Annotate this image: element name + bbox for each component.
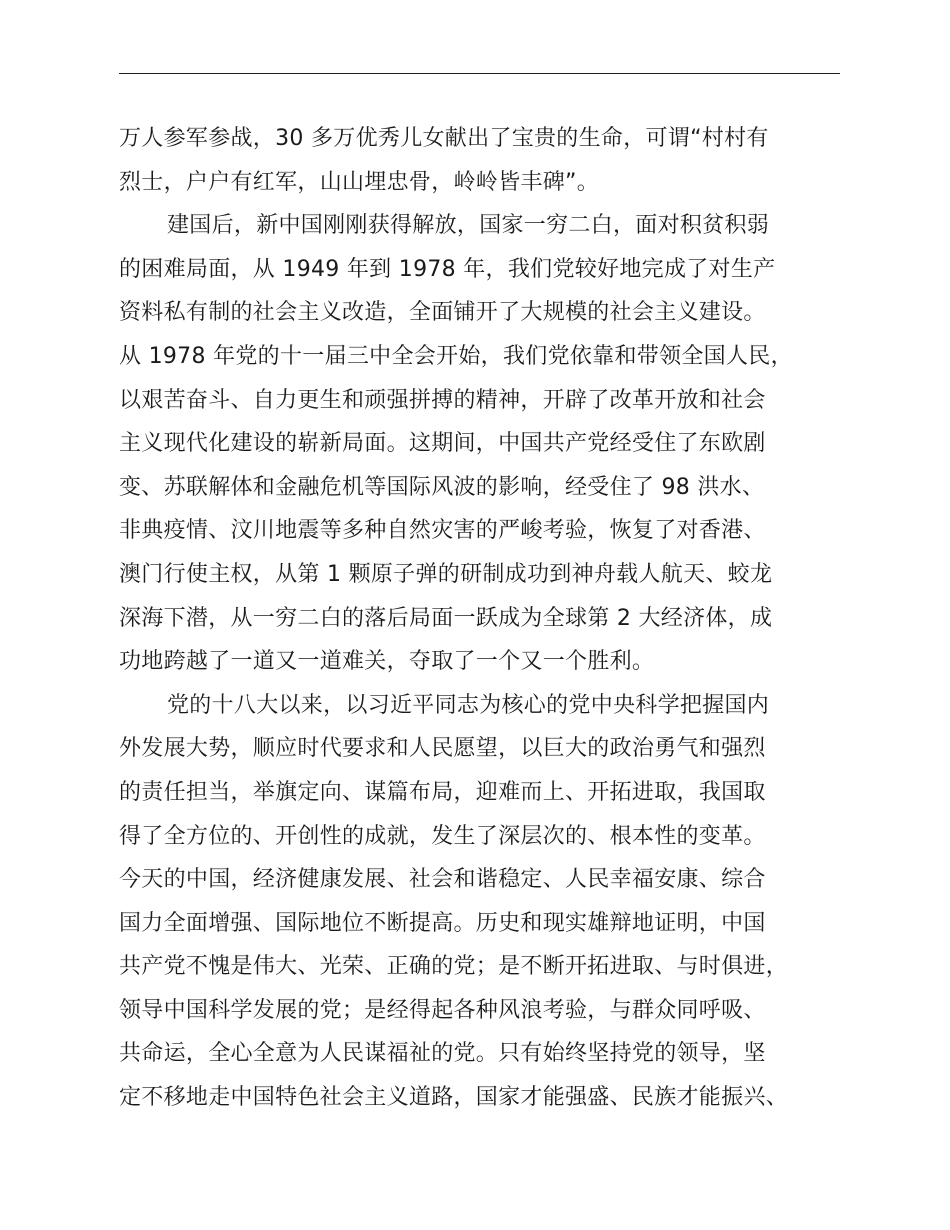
text-line: 的责任担当，举旗定向、谋篇布局，迎难而上、开拓进取，我国取 [119, 779, 766, 805]
paragraph-start-line: 党的十八大以来，以习近平同志为核心的党中央科学把握国内 [167, 692, 770, 718]
header-rule [119, 73, 840, 74]
text-line: 得了全方位的、开创性的成就，发生了深层次的、根本性的变革。 [119, 823, 766, 849]
text-line: 定不移地走中国特色社会主义道路，国家才能强盛、民族才能振兴、 [119, 1085, 789, 1111]
text-line: 共命运，全心全意为人民谋福祉的党。只有始终坚持党的领导，坚 [119, 1041, 766, 1067]
text-line: 从 1978 年党的十一届三中全会开始，我们党依靠和带领全国人民， [119, 343, 793, 369]
text-line: 资料私有制的社会主义改造，全面铺开了大规模的社会主义建设。 [119, 300, 766, 326]
text-line: 深海下潜，从一穷二白的落后局面一跃成为全球第 2 大经济体，成 [119, 605, 773, 631]
text-line: 烈士，户户有红军，山山埋忠骨，岭岭皆丰碑”。 [119, 169, 599, 195]
text-line: 万人参军参战，30 多万优秀儿女献出了宝贵的生命，可谓“村村有 [119, 126, 769, 151]
text-line: 非典疫情、汶川地震等多种自然灾害的严峻考验，恢复了对香港、 [119, 518, 766, 544]
text-line: 的困难局面，从 1949 年到 1978 年，我们党较好地完成了对生产 [119, 256, 776, 282]
text-line: 以艰苦奋斗、自力更生和顽强拼搏的精神，开辟了改革开放和社会 [119, 387, 766, 413]
paragraph-start-line: 建国后，新中国刚刚获得解放，国家一穷二白，面对积贫积弱 [167, 213, 770, 239]
text-line: 功地跨越了一道又一道难关，夺取了一个又一个胜利。 [119, 649, 655, 675]
text-line: 主义现代化建设的崭新局面。这期间，中国共产党经受住了东欧剧 [119, 431, 766, 457]
text-line: 共产党不愧是伟大、光荣、正确的党；是不断开拓进取、与时俱进， [119, 954, 789, 980]
text-line: 国力全面增强、国际地位不断提高。历史和现实雄辩地证明，中国 [119, 910, 766, 936]
body-text [119, 117, 879, 1120]
text-line: 领导中国科学发展的党；是经得起各种风浪考验，与群众同呼吸、 [119, 997, 766, 1023]
text-line: 变、苏联解体和金融危机等国际风波的影响，经受住了 98 洪水、 [119, 474, 765, 500]
text-line: 外发展大势，顺应时代要求和人民愿望，以巨大的政治勇气和强烈 [119, 736, 766, 762]
text-line: 澳门行使主权，从第 1 颗原子弹的研制成功到神舟载人航天、蛟龙 [119, 561, 773, 587]
text-line: 今天的中国，经济健康发展、社会和谐稳定、人民幸福安康、综合 [119, 867, 766, 893]
